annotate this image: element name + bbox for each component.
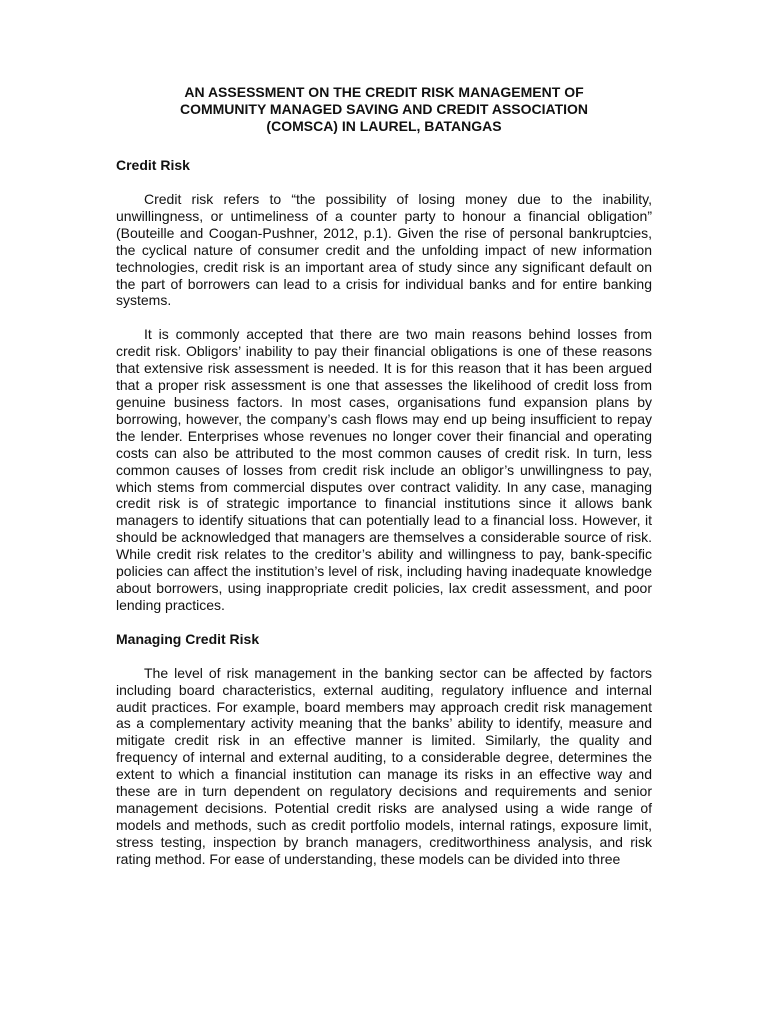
paragraph: Credit risk refers to “the possibility of losing money due to the inability, unwillingness, or untimeliness of a counter party to honour a financial obligation” (Bouteille and Coogan-Pushner, 2012, p.1). Given the rise of personal bankruptcies, the cyclical nature of consumer credit and the unfolding impact of new information technologies, credit risk is an important area of study since any significant default on the part of borrowers can lead to a crisis for individual banks and for entire banking systems. bbox=[116, 191, 652, 309]
document-page bbox=[116, 84, 652, 885]
section-heading: Credit Risk bbox=[116, 157, 190, 173]
title-line-2: COMMUNITY MANAGED SAVING AND CREDIT ASSOCIATION bbox=[179, 101, 589, 117]
section-heading: Managing Credit Risk bbox=[116, 630, 260, 647]
paragraph: It is commonly accepted that there are two main reasons behind losses from credit risk. Obligors’ inability to pay their financial obligations is one of these reasons that extensive risk assessment is needed. It is for this reason that it has been argued that a proper risk assessment is one that assesses the likelihood of credit loss from genuine business factors. In most cases, organisations fund expansion plans by borrowing, however, the company’s cash flows may end up being insufficient to repay the lender. Enterprises whose revenues no longer cover their financial and operating costs can also be attributed to the most common causes of credit risk. In turn, less common causes of losses from credit risk include an obligor’s unwillingness to pay, which stems from commercial disputes over contract validity. In any case, managing credit risk is of strategic importance to financial institutions since it allows bank managers to identify situations that can potentially lead to a financial loss. However, it should be acknowledged that managers are themselves a considerable source of risk. While credit risk relates to the creditor’s ability and willingness to pay, bank-specific policies can affect the institution’s level of risk, including having inadequate knowledge about borrowers, using inappropriate credit policies, lax credit assessment, and poor lending practices. bbox=[116, 326, 652, 613]
section-credit-risk bbox=[116, 157, 652, 614]
title-line-1: AN ASSESSMENT ON THE CREDIT RISK MANAGEMENT OF bbox=[184, 84, 584, 100]
title-line-3: (COMSCA) IN LAUREL, BATANGAS bbox=[266, 118, 502, 134]
document-title bbox=[116, 84, 652, 135]
section-managing-credit-risk bbox=[116, 631, 652, 868]
paragraph: The level of risk management in the banking sector can be affected by factors including board characteristics, external auditing, regulatory influence and internal audit practices. For example, board members may approach credit risk management as a complementary activity meaning that the banks’ ability to identify, measure and mitigate credit risk in an effective manner is limited. Similarly, the quality and frequency of internal and external auditing, to a considerable degree, determines the extent to which a financial institution can manage its risks in an effective way and these are in turn dependent on regulatory decisions and requirements and senior management decisions. Potential credit risks are analysed using a wide range of models and methods, such as credit portfolio models, internal ratings, exposure limit, stress testing, inspection by branch managers, creditworthiness analysis, and risk rating method. For ease of understanding, these models can be divided into three bbox=[116, 664, 652, 867]
